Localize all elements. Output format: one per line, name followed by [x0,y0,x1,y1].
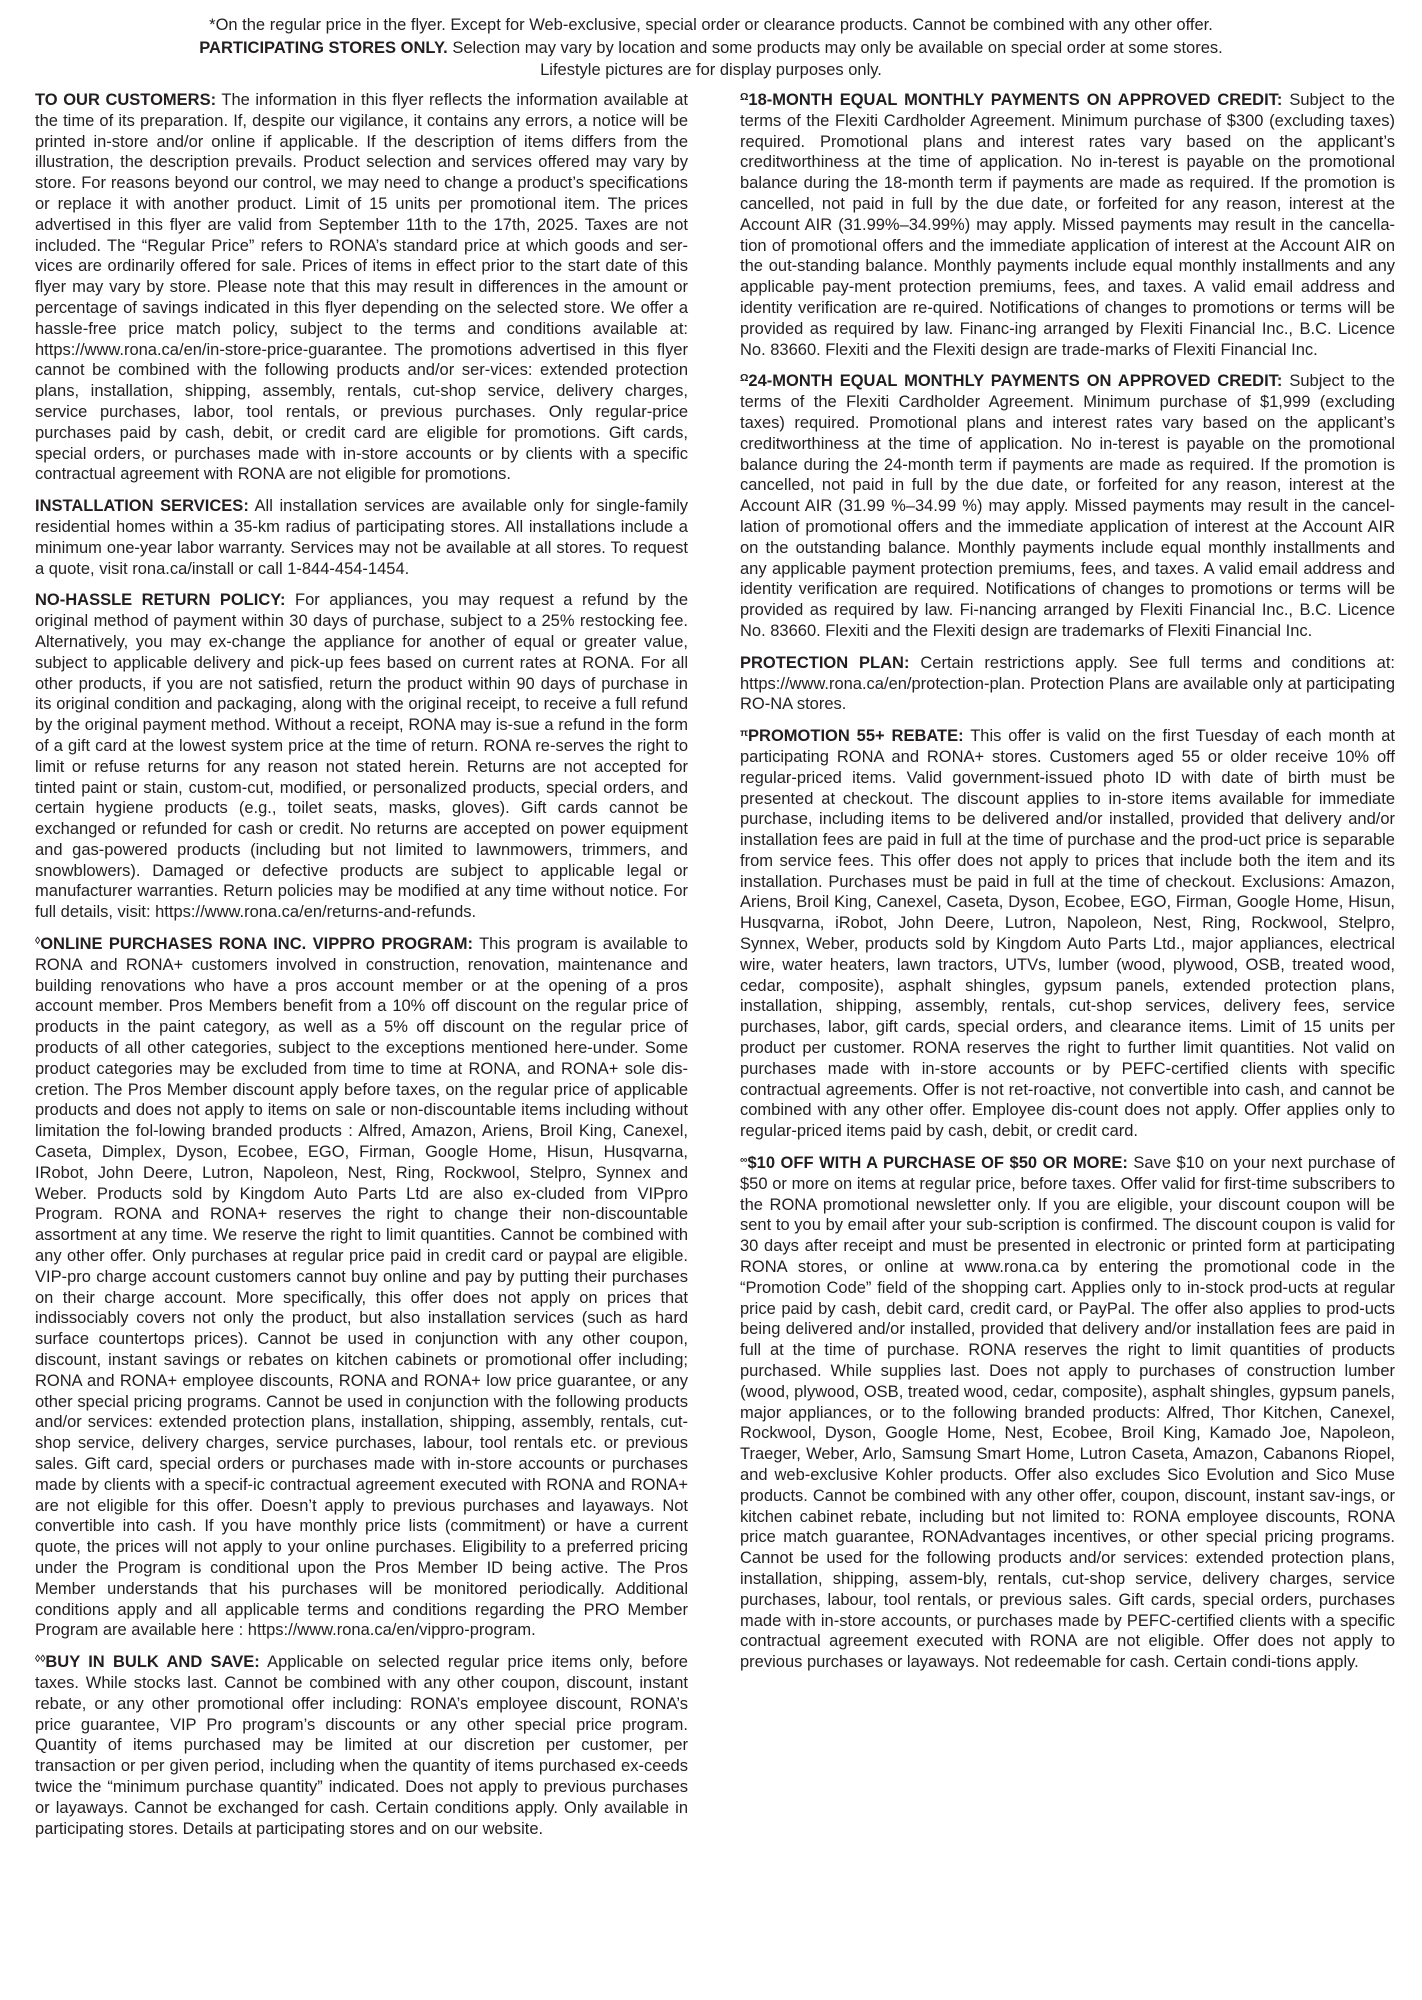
selection-note: Selection may vary by location and some products may only be available on special order at some stores. [452,38,1223,57]
section-body: For appliances, you may request a refund by the original method of payment within 30 days of purchase, subject to a 25% restocking fee. Alternatively, you may ex-change the appliance for another of equal or greater value, subject to applicable delivery and pick-up fees based on current rates at RONA. For all other products, if you are not satisfied, return the product within 90 days of purchase in its original condition and packaging, along with the original receipt, to receive a full refund by the original payment method. Without a receipt, RONA may is-sue a refund in the form of a gift card at the lowest system price at the time of return. RONA re-serves the right to limit or refuse returns for any reason not stated herein. Returns are not accepted for tinted paint or stain, custom-cut, modified, or personalized products, special orders, and certain hygiene products (e.g., toilet seats, masks, gloves). Gift cards cannot be exchanged or refunded for cash or credit. No returns are accepted on power equipment and gas-powered products (including but not limited to lawnmowers, trimmers, and snowblowers). Damaged or defective products are subject to applicable legal or manufacturer warranties. Return policies may be modified at any time without notice. For full details, visit: https://www.rona.ca/en/returns-and-refunds. [35,591,688,922]
header-lifestyle-note: Lifestyle pictures are for display purposes only. [540,61,882,79]
footnote-symbol: ◊ [35,935,41,948]
section-heading: INSTALLATION SERVICES: [35,497,249,516]
section-installation-services [35,496,688,579]
section-return-policy [35,590,688,923]
section-body: This program is available to RONA and RONA+ customers involved in construction, renovation, maintenance and building renovations who have a pros account member or at the opening of a pros account member. Pros Members benefit from a 10% off discount on the regular price of products in the paint category, as well as a 5% off discount on the regular price of products of all other categories, subject to the exceptions mentioned here-under. Some product categories may be excluded from time to time at RONA, and RONA+ sole dis-cretion. The Pros Member discount apply before taxes, on the regular price of applicable products and does not apply to items on sale or non-discountable items including without limitation the fol-lowing branded products : Alfred, Amazon, Ariens, Broil King, Canexel, Caseta, Dimplex, Dyson, Ecobee, EGO, Firman, Google Home, Hisun, Husqvarna, IRobot, John Deere, Lutron, Napoleon, Nest, Ring, Rockwool, Stelpro, Synnex and Weber. Products sold by Kingdom Auto Parts Ltd are also ex-cluded from VIPpro Program. RONA and RONA+ reserves the right to change their non-discountable assortment at any time. We reserve the right to limit quantities. Cannot be combined with any other offer. Only purchases at regular price paid in credit card or paypal are eligible. VIP-pro charge account customers cannot buy online and pay by putting their purchases on their charge account. More specifically, this offer does not apply on prices that indissociably covers not only the product, but also installation services (such as hard surface countertops prices). Cannot be used in conjunction with any other coupon, discount, instant savings or rebates on kitchen cabinets or promotional offer including; RONA and RONA+ employee discounts, RONA and RONA+ low price guarantee, or any other special pricing programs. Cannot be used in conjunction with the following products and/or services: extended protection plans, installation, shipping, assembly, rentals, cut-shop service, delivery charges, service purchases, labour, tool rentals etc. or previous sales. Gift card, special orders or purchases made with in-store accounts or purchases made by clients with a specif-ic contractual agreement executed with RONA and RONA+ are not eligible for this offer. Doesn’t apply to previous purchases and layaways. Not convertible into cash. If you have monthly price lists (commitment) or have a current quote, the prices will not apply to your online purchases. Eligibility to a preferred pricing under the Program is conditional upon the Pros Member ID being active. The Pros Member understands that his purchases will be monitored periodically. Additional conditions apply and all applicable terms and conditions regarding the PRO Member Program are available here : https://www.rona.ca/en/vippro-program. [35,935,688,1640]
section-heading: PROMOTION 55+ REBATE: [748,727,964,746]
section-body: The information in this flyer reflects the information available at the time of its preparation. If, despite our vigilance, it contains any errors, a notice will be printed in-store and/or online if applicable. If the description of items differs from the illustration, the description prevails. Product selection and services offered may vary by store. For reasons beyond our control, we may need to change a product’s specifications or replace it with another product. Limit of 15 units per promotional item. The prices advertised in this flyer are valid from September 11th to the 17th, 2025. Taxes are not included. The “Regular Price” refers to RONA’s standard price at which goods and ser-vices are ordinarily offered for sale. Prices of items in effect prior to the start date of this flyer may vary by store. Please note that this may result in differences in the amount or percentage of savings indicated in this flyer depending on the selected store. We offer a hassle-free price match policy, subject to the terms and conditions available at: https://www.rona.ca/en/in-store-price-guarantee. The promotions advertised in this flyer cannot be combined with the following products and/or ser-vices: extended protection plans, installation, shipping, assembly, rentals, cut-shop service, delivery charges, service purchases, labor, tool rentals, or previous purchases. Only regular-price purchases paid by cash, debit, or credit card are eligible for promotions. Gift cards, special orders, or purchases made with in-store accounts or by clients with a specific contractual agreement with RONA are not eligible for promotions. [35,91,688,484]
section-body: All installation services are available only for single-family residential homes within a 35-km radius of participating stores. All installations include a minimum one-year labor warranty. Services may not be available at all stores. To request a quote, visit rona.ca/install or call 1-844-454-1454. [35,497,688,578]
section-buy-in-bulk [35,1652,688,1839]
participating-stores-label: PARTICIPATING STORES ONLY. [199,38,448,57]
section-body: Subject to the terms of the Flexiti Cardholder Agreement. Minimum purchase of $1,999 (excluding taxes) required. Promotional plans and interest rates vary based on the applicant’s creditworthiness at the time of application. No in-terest is payable on the promotional balance during the 24-month term if payments are made as required. If the promotion is cancelled, not paid in full by the due date, or forfeited for any reason, interest at the Account AIR (31.99 %–34.99 %) may apply. Missed payments may result in the cancel-lation of promotional offers and the immediate application of interest at the Account AIR on the outstanding balance. Monthly payments include equal monthly installments and any applicable payment protection premiums, fees, and taxes. A valid email address and identity verification are required. Notifications of changes to promotions or terms will be provided as required by law. Fi-nancing arranged by Flexiti Financial Inc., B.C. Licence No. 83660. Flexiti and the Flexiti design are trademarks of Flexiti Financial Inc. [740,372,1395,640]
section-heading: NO-HASSLE RETURN POLICY: [35,591,286,610]
section-to-our-customers [35,90,688,485]
header-offer-note: *On the regular price in the flyer. Except for Web-exclusive, special order or clearance products. Cannot be combined with any other offer. [209,16,1213,34]
section-10-off-newsletter [740,1153,1395,1673]
section-heading: PROTECTION PLAN: [740,653,910,672]
section-body: Save $10 on your next purchase of $50 or more on items at regular price, before taxes. Offer valid for first-time subscribers to the RONA promotional newsletter only. If you are eligible, your discount coupon will be sent to you by email after your sub-scription is confirmed. The discount coupon is valid for 30 days after receipt and must be presented in electronic or printed form at participating RONA stores, or online at www.rona.ca by entering the promotional code in the “Promotion Code” field of the shopping cart. Applies only to in-stock prod-ucts at regular price paid by cash, debit card, credit card, or PayPal. The offer also applies to prod-ucts being delivered and/or installed, provided that delivery and/or installation fees are paid in full at the time of purchase. RONA reserves the right to limit quantities of products purchased. While supplies last. Does not apply to purchases of construction lumber (wood, plywood, OSB, treated wood, cedar, composite), asphalt shingles, gypsum panels, major appliances, or to the following branded products: Alfred, Thor Kitchen, Canexel, Rockwool, Dyson, Google Home, Nest, Ecobee, Broil King, Kamado Joe, Napoleon, Traeger, Weber, Arlo, Samsung Smart Home, Lutron Caseta, Amazon, Cabanons Riopel, and web-exclusive Kohler products. Offer also excludes Sico Evolution and Sico Muse products. Cannot be combined with any other offer, coupon, discount, instant sav-ings, or kitchen cabinet rebate, including but not limited to: RONA employee discounts, RONA price match guarantee, RONAdvantages incentives, or other special pricing programs. Cannot be used for the following products and/or services: extended protection plans, installation, shipping, assem-bly, rentals, cut-shop service, delivery charges, service purchases, labour, tool rentals, or previous sales. Gift cards, special orders, purchases made with in-store accounts, or purchases made by PEFC-certified clients with a specific contractual agreement executed with RONA are not eligible. Offer does not apply to previous purchases or layaways. Not redeemable for cash. Certain condi-tions apply. [740,1154,1395,1672]
section-body: Certain restrictions apply. See full terms and conditions at: https://www.rona.ca/en/protection-plan. Protection Plans are available only at participating RO-NA stores. [740,653,1396,714]
footnote-symbol: Ω [740,91,749,103]
section-heading: TO OUR CUSTOMERS: [35,91,217,109]
right-column [740,90,1395,1684]
section-promotion-55-plus [740,726,1395,1142]
section-heading: $10 OFF WITH A PURCHASE OF $50 OR MORE: [747,1154,1128,1173]
flyer-disclaimer-header [0,14,1422,82]
section-24-month-payments [740,371,1395,641]
header-participating-line [0,37,1422,60]
section-vippro-program [35,934,688,1641]
section-heading: 24-MONTH EQUAL MONTHLY PAYMENTS ON APPROVED CREDIT: [748,372,1283,391]
section-heading: 18-MONTH EQUAL MONTHLY PAYMENTS ON APPROVED CREDIT: [748,91,1283,109]
section-body: This offer is valid on the first Tuesday of each month at participating RONA and RONA+ stores. Customers aged 55 or older receive 10% off regular-priced items. Valid government-issued photo ID with date of birth must be presented at checkout. The discount applies to in-store items available for immediate purchase, including items to be delivered and/or installed, provided that delivery and/or installation fees are paid in full at the time of purchase and the prod-uct price is separable from service fees. This offer does not apply to prices that include both the item and its installation. Purchases must be paid in full at the time of checkout. Exclusions: Amazon, Ariens, Broil King, Canexel, Caseta, Dyson, Ecobee, EGO, Firman, Google Home, Hisun, Husqvarna, iRobot, John Deere, Lutron, Napoleon, Nest, Ring, Rockwool, Stelpro, Synnex, Weber, products sold by Kingdom Auto Parts Ltd., major appliances, electrical wire, water heaters, lawn tractors, UTVs, lumber (wood, plywood, OSB, treated wood, cedar, composite), asphalt shingles, gypsum panels, extended protection plans, installation, shipping, assembly, rentals, cut-shop services, delivery fees, service purchases, labor, gift cards, special orders, and clearance items. Limit of 15 units per product per customer. RONA reserves the right to further limit quantities. Not valid on purchases made with in-store accounts or by PEFC-certified clients with specific contractual agreements. Offer is not ret-roactive, not convertible into cash, and cannot be combined with any other offer. Employee dis-count does not apply. Offer applies only to regular-priced items paid by cash, debit, or credit card. [740,727,1395,1141]
section-heading: BUY IN BULK AND SAVE: [45,1653,260,1672]
section-body: Subject to the terms of the Flexiti Cardholder Agreement. Minimum purchase of $300 (excluding taxes) required. Promotional plans and interest rates vary based on the applicant’s creditworthiness at the time of application. No in-terest is payable on the promotional balance during the 18-month term if payments are made as required. If the promotion is cancelled, not paid in full by the due date, or forfeited for any reason, interest at the Account AIR (31.99%–34.99%) may apply. Missed payments may result in the cancella-tion of promotional offers and the immediate application of interest at the Account AIR on the out-standing balance. Monthly payments include equal monthly installments and any applicable pay-ment protection premiums, fees, and taxes. A valid email address and identity verification are re-quired. Notifications of changes to promotions or terms will be provided as required by law. Financ-ing arranged by Flexiti Financial Inc., B.C. Licence No. 83660. Flexiti and the Flexiti design are trade-marks of Flexiti Financial Inc. [740,91,1395,359]
section-protection-plan [740,653,1395,715]
footnote-symbol: π [740,727,749,740]
left-column [35,90,688,1850]
footnote-symbol: ∞ [740,1154,748,1167]
section-body: Applicable on selected regular price items only, before taxes. While stocks last. Cannot be combined with any other coupon, discount, instant rebate, or any other promotional offer including: RONA’s employee discount, RONA’s price guarantee, VIP Pro program’s discounts or any other special price program. Quantity of items purchased may be limited at our discretion per customer, per transaction or per given period, including when the quantity of items purchased ex-ceeds twice the “minimum purchase quantity” indicated. Does not apply to previous purchases or layaways. Cannot be exchanged for cash. Certain conditions apply. Only available in participating stores. Details at participating stores and on our website. [35,1653,688,1838]
footnote-symbol: Ω [740,372,749,385]
section-heading: ONLINE PURCHASES RONA INC. VIPPRO PROGRAM: [40,935,473,954]
footnote-symbol: ◊◊ [35,1653,46,1666]
section-18-month-payments [740,90,1395,360]
